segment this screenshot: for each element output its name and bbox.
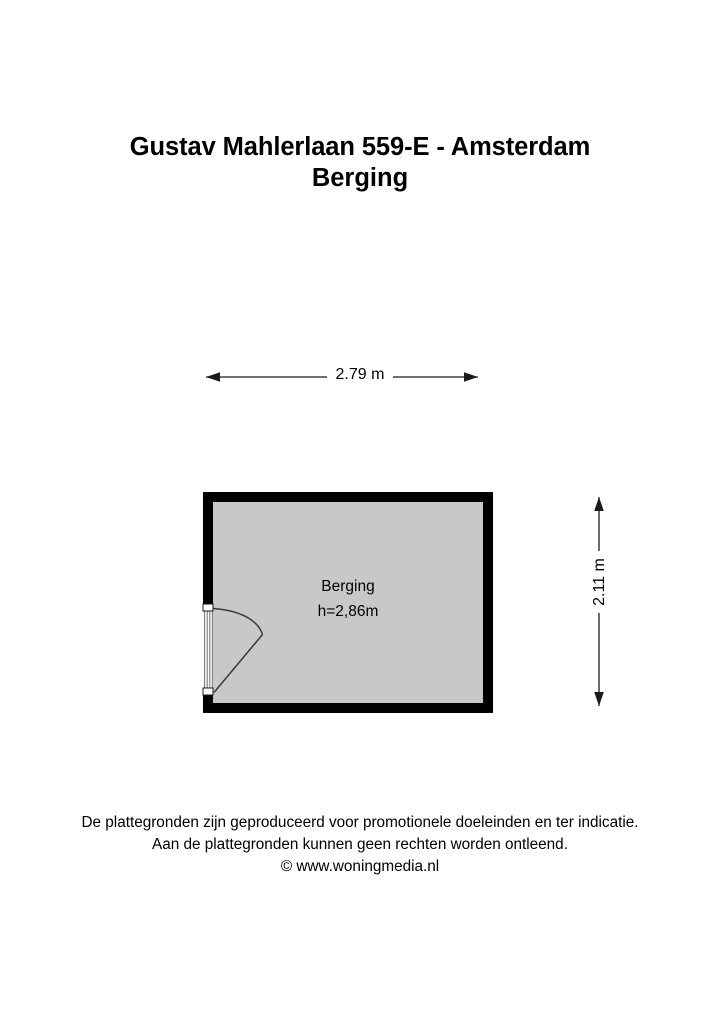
arrow-up-icon [594,497,604,511]
disclaimer-line-2: Aan de plattegronden kunnen geen rechten worden ontleend. [152,836,568,853]
room-height-text: h=2,86m [317,603,379,620]
dimension-label-width [0,365,720,385]
disclaimer-line-1: De plattegronden zijn geproduceerd voor promotionele doeleinden en ter indicatie. [81,814,639,831]
title-subtitle: Berging [311,164,409,192]
footer-disclaimer [0,812,720,878]
copyright-line: © www.woningmedia.nl [280,858,440,875]
title-address: Gustav Mahlerlaan 559-E - Amsterdam [129,133,591,161]
dimension-width-text: 2.79 m [327,366,394,383]
room-label [213,574,483,624]
door-opening [203,604,213,695]
room-name-text: Berging [321,578,375,595]
door-jamb-top [203,604,213,611]
dimension-height-text: 2.11 m [590,551,610,613]
arrow-down-icon [594,692,604,706]
dimension-label-height [569,558,629,606]
door-jamb-bottom [203,688,213,695]
